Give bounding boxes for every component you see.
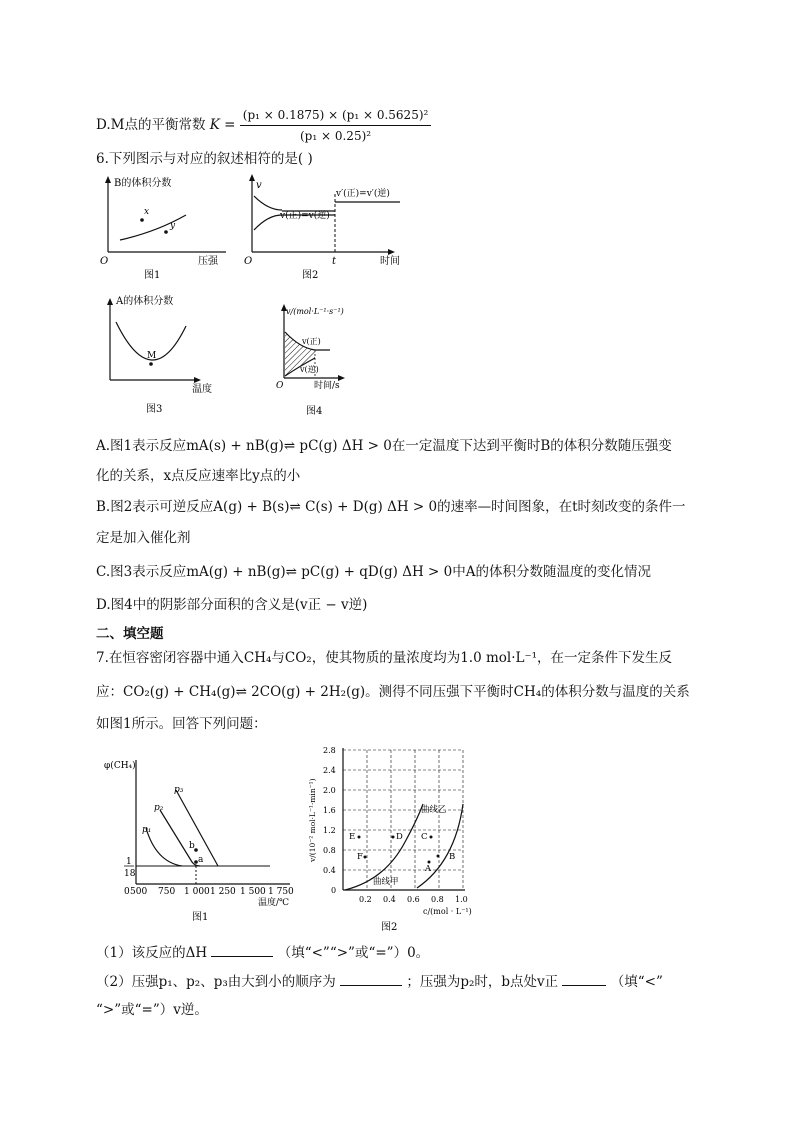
q7-fig1-xtick: 1 250 [210,887,236,897]
option-d-previous [96,106,431,145]
fig1-caption: 图1 [144,270,161,280]
q7-fig2-ytick: 0 [331,886,337,895]
q7-fig2-ytick: 0.4 [323,866,336,875]
q7-fig2-ytick: 2.4 [323,766,336,775]
q7-fig2-curve-yi: 曲线乙 [421,805,447,815]
fig2-t: t [332,256,337,267]
q6-figure-3 [96,288,236,418]
q7-sub2-answer-blank-2[interactable] [562,985,606,986]
section-heading: 二、填空题 [96,626,164,642]
fig3-ylabel: A的体积分数 [116,296,174,307]
fig2-origin: O [244,256,253,267]
q7-fig2-curve-jia: 曲线甲 [373,877,399,887]
q6-option-d: D.图4中的阴影部分面积的含义是(v正 − v逆) [96,597,368,613]
q7-fig1-p3: p₃ [174,785,184,795]
fraction-numerator: (p₁ × 0.1875) × (p₁ × 0.5625)² [240,106,432,126]
q6-option-b-line2: 定是加入催化剂 [96,530,191,546]
fig1-point-y: y [170,221,176,231]
q7-sub2 [96,973,663,991]
q7-fig2-point-a: A [425,864,432,874]
q7-line3: 如图1所示。回答下列问题： [96,716,267,732]
q7-figure-1 [100,750,310,930]
q7-sub1-tail: （填“<”“>”或“=”）0。 [277,945,430,961]
fig4-origin: O [276,381,284,391]
q7-fig2-xtick: 0.8 [431,895,444,904]
fig4-upper-label: v(正) [302,337,321,346]
q6-option-a-line2: 化的关系，x点反应速率比y点的小 [96,468,301,484]
fig3-point-m: M [147,351,157,361]
q7-fig2-point-b: B [449,852,456,862]
q7-fig1-xtick: 1 000 [184,887,210,897]
q7-fig2-point-c: C [421,832,428,842]
q7-fig1-point-b: b [189,841,195,851]
q7-fig2-caption: 图2 [381,922,398,933]
q6-option-b-line1: B.图2表示可逆反应A(g) + B(s)⇌ C(s) + D(g) ΔH > 0的速率—时间图象，在t时刻改变的条件一 [96,499,686,515]
q7-figure-2 [305,742,485,937]
q7-fig2-ytick: 2.8 [323,746,336,755]
q7-fig2-ylabel: v/(10⁻² mol·L⁻¹·min⁻¹) [308,778,317,862]
q6-stem: 6.下列图示与对应的叙述相符的是( ) [96,151,313,167]
q7-line2: 应：CO₂(g) + CH₄(g)⇌ 2CO(g) + 2H₂(g)。测得不同压强下平衡时CH₄的体积分数与温度的关系 [96,684,690,700]
option-d-lead: D.M点的平衡常数 [96,117,206,133]
q7-fig1-xtick: 1 750 [268,887,294,897]
q7-sub2-hint: （填“<” [610,974,663,990]
q7-fig2-xtick: 0.6 [407,895,420,904]
q7-sub2-cont: “>”或“=”）v逆。 [96,1002,208,1018]
q7-fig1-xtick: 500 [130,887,148,897]
q7-fig2-xlabel: c/(mol · L⁻¹) [423,907,472,916]
fig1-point-x: x [144,207,150,217]
q7-fig2-grid [343,750,463,890]
q7-fig2-xtick: 1.0 [455,895,468,904]
q7-fig1-origin: 0 [124,887,130,897]
q7-fig2-xtick: 0.2 [359,895,372,904]
fig3-caption: 图3 [146,404,163,415]
q7-fig2-ytick: 1.6 [323,806,336,815]
q7-fig2-xtick: 0.4 [383,895,396,904]
fig1-ylabel: B的体积分数 [114,178,172,189]
fig4-ylabel: v/(mol·L⁻¹·s⁻¹) [286,307,344,316]
q7-fig2-ytick: 2.0 [323,786,336,795]
q6-figure-2 [240,170,410,280]
q7-fig2-ytick: 1.2 [323,826,336,835]
q7-sub1-answer-blank[interactable] [211,956,273,957]
q7-fig1-point-a: a [198,855,204,865]
q7-sub1-text: （1）该反应的ΔH [96,945,208,961]
fig4-lower-label: v(逆) [300,365,319,374]
q6-figure-4 [270,300,370,420]
fig1-xlabel: 压强 [198,256,218,267]
q7-fig1-caption: 图1 [192,912,209,923]
q7-fig2-point-f: F [357,852,363,862]
q7-fig2-point-d: D [396,832,403,842]
equilibrium-constant-fraction [240,106,432,145]
fig2-right-label: v′(正)=v′(逆) [336,189,390,199]
fig1-origin: O [100,256,109,267]
q7-fig1-xtick: 1 500 [240,887,266,897]
q7-fig1-xtick: 750 [158,887,176,897]
fig2-ylabel: v [256,180,262,191]
fig4-xlabel: 时间/s [314,381,340,391]
q7-line1: 7.在恒容密闭容器中通入CH₄与CO₂，使其物质的量浓度均为1.0 mol·L⁻¹，在一定条件下发生反 [96,650,673,666]
q7-fig1-ytick-den: 18 [124,869,136,879]
q6-option-c: C.图3表示反应mA(g) + nB(g)⇌ pC(g) + qD(g) ΔH > 0中A的体积分数随温度的变化情况 [96,564,651,580]
q7-fig2-ytick: 0.8 [323,846,336,855]
q7-fig1-p1: p₁ [142,825,152,835]
q7-fig1-xlabel: 温度/℃ [258,898,290,908]
q7-fig2-point-e: E [349,832,356,842]
q7-sub2-text: （2）压强p₁、p₂、p₃由大到小的顺序为 [96,974,336,990]
q7-sub1 [96,944,429,962]
q7-fig1-ylabel: φ(CH₄) [104,761,136,771]
fraction-denominator: (p₁ × 0.25)² [300,129,372,143]
fig2-xlabel: 时间 [380,256,400,267]
q6-figure-1 [96,170,236,280]
fig2-curve-label: v(正)=v(逆) [280,211,330,221]
q7-sub2-mid: ；压强为p₂时，b点处v正 [406,974,559,990]
q7-sub2-answer-blank-1[interactable] [340,985,402,986]
q7-fig1-p2: p₂ [154,803,164,813]
q6-option-a-line1: A.图1表示反应mA(s) + nB(g)⇌ pC(g) ΔH > 0在一定温度下达到平衡时B的体积分数随压强变 [96,438,672,454]
fig3-xlabel: 温度 [192,384,212,395]
fig4-caption: 图4 [306,406,323,417]
fig2-caption: 图2 [302,270,319,280]
k-symbol: K = [209,117,236,133]
q7-fig1-ytick-num: 1 [126,857,132,867]
